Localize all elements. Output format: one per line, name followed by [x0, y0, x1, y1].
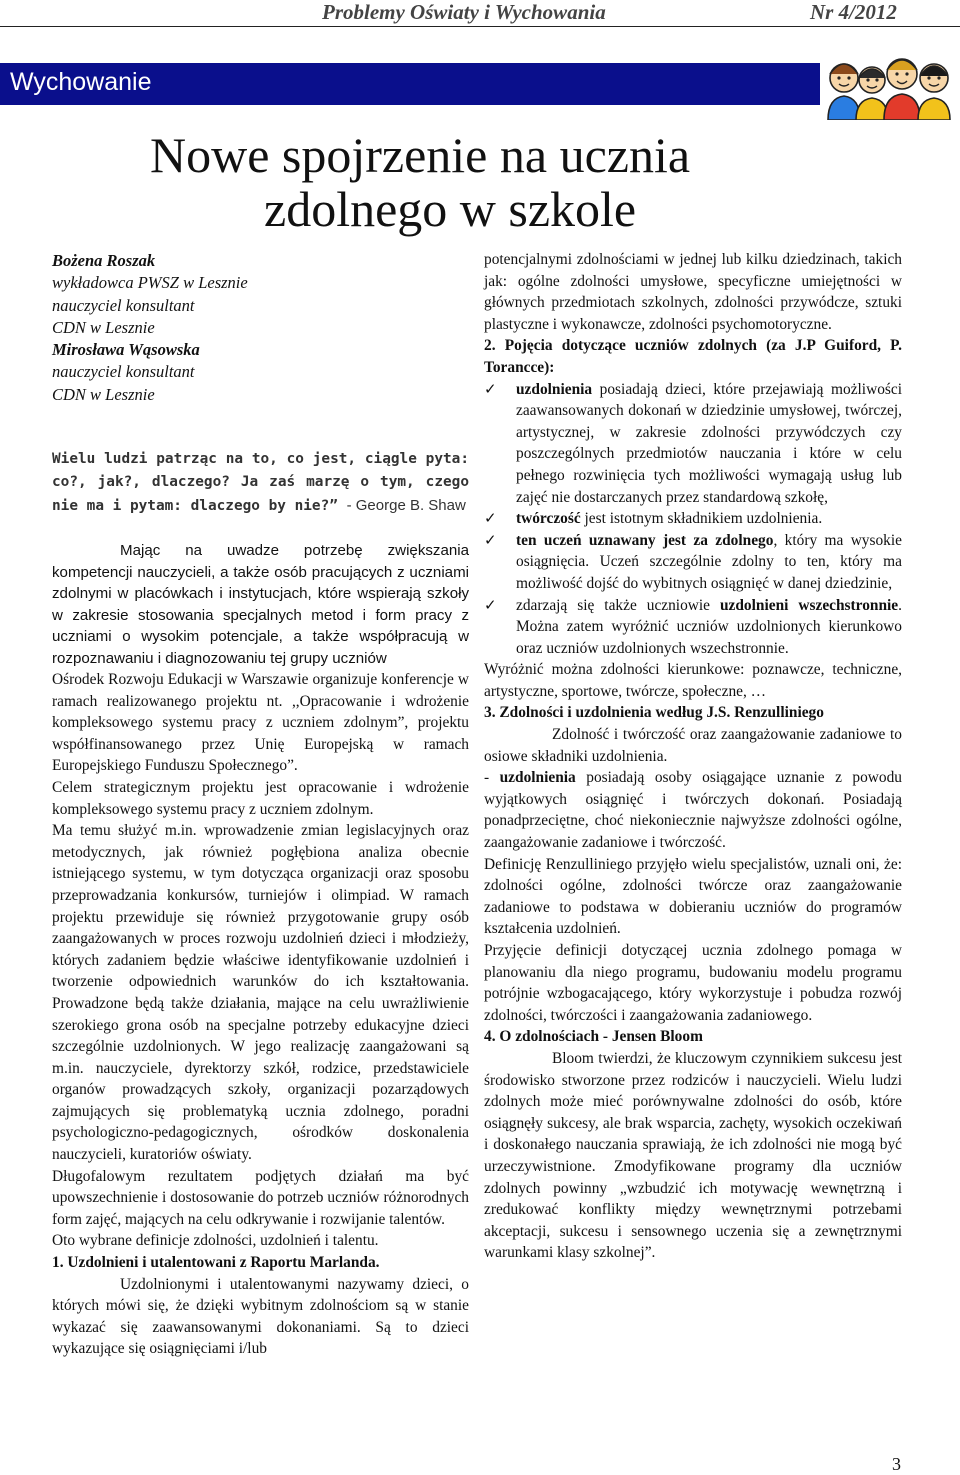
check-item: [484, 595, 902, 660]
check-icon: ✓: [484, 509, 497, 528]
check-item: [484, 379, 902, 509]
group-of-children-icon: [820, 40, 960, 120]
section-heading: 4. O zdolnościach - Jensen Bloom: [484, 1028, 703, 1046]
article-title-line1: Nowe spojrzenie na ucznia: [150, 127, 691, 183]
paragraph: Zdolność i twórczość oraz zaangażowanie zadaniowe to osiowe składniki uzdolnienia.: [484, 726, 902, 765]
authors: [52, 250, 352, 406]
section-label: Wychowanie: [10, 68, 152, 96]
paragraph: Oto wybrane definicje zdolności, uzdolnień i talentu.: [52, 1232, 379, 1250]
item-text: zdarzają się także uczniowie: [516, 596, 720, 614]
item-text: posiadają dzieci, które przejawiają możliwości zaawansowanych dokonań w dziedzinie umysłowej, twórczej, artystycznej, w zakresie zdolności przywódczych czy poszczególnych przedmiotów nauczania i które w celu pełnego rozwinięcia tych możliwości wymagają usług lub zajęć nie dostarczanych przez standardową szkołę,: [516, 380, 902, 506]
author-role: CDN w Lesznie: [52, 384, 155, 404]
paragraph: Bloom twierdzi, że kluczowym czynnikiem sukcesu jest środowisko stworzone przez rodziców i nauczycieli. Wielu ludzi zdolnych może mieć porównywalne zdolności do osób, które osiągnęły sukcesy, ale brak wsparcia, zachęty, wysokich oczekiwań i doskonałego nauczania sprawiają, że ich zdolności nie mogą być urzeczywistnione. Zmodyfikowane programy dla uczniów zdolnych powinny „wzbudzić ich motywację wewnętrzną i zredukować konflikty między wewnętrznymi potrzebami akceptacji, sukcesu i sensownego uczenia się a zewnętrznymi warunkami klasy szkolnej”.: [484, 1049, 902, 1262]
paragraph: Celem strategicznym projektu jest opracowanie i wdrożenie kompleksowego systemu pracy z uczniem zdolnym.: [52, 778, 469, 818]
item-text: jest istotnym składnikiem uzdolnienia.: [580, 510, 823, 528]
item-text: . Można zatem wyróżnić uczniów uzdolnionych kierunkowo oraz uczniów uzdolnionych wszechstronnie.: [516, 596, 902, 657]
term: ten uczeń uznawany jest za zdolnego: [516, 531, 774, 549]
author-name: Mirosława Wąsowska: [52, 340, 200, 360]
check-item: [484, 508, 902, 530]
left-column: [52, 669, 469, 1360]
paragraph: potencjalnymi zdolnościami w jednej lub kilku dziedzinach, takich jak: ogólne zdolności umysłowe, specyficzne umiejętności w głównych przedmiotach szkolnych, zdolności przywódcze, sztuki plastyczne i wykonawcze, zdolności psychomotoryczne.: [484, 251, 902, 333]
paragraph: Uzdolnionymi i utalentowanymi nazywamy dzieci, o których mówi się, że dzięki wybitnym zdolnościom są w stanie wykazać się zaawansowanymi dokonaniami. Są to dzieci wykazujące się osiągnięciami i/lub: [52, 1275, 469, 1358]
left-column-intro: [52, 540, 469, 670]
check-icon: ✓: [484, 530, 497, 549]
issue-number: Nr 4/2012: [810, 0, 897, 24]
section-bar: [0, 63, 960, 105]
check-icon: ✓: [484, 379, 497, 398]
section-heading: 1. Uzdolnieni i utalentowani z Raportu Marlanda.: [52, 1254, 380, 1272]
paragraph: Ma temu służyć m.in. wprowadzenie zmian legislacyjnych oraz metodycznych, jak również pogłębiona analiza obecnie istniejącego systemu, w tym dotycząca organizacji oraz sposobu przeprowadzania konkursów, turniejów i olimpiad. W ramach projektu przewiduje się również przygotowanie grupy osób zaangażowanych w proces rozwoju uzdolnień dzieci i młodzieży, których zadaniem będzie właściwe identyfikowanie uzdolnień i tworzenie odpowiednich warunków do ich kształtowania. Prowadzone będą także działania, mające na celu uwrażliwienie szerokiego grona osób na specjalne potrzeby edukacyjne dzieci szczególnie uzdolnionych. W jego realizację zaangażowani są m.in. nauczyciele, dyrektorzy szkół, rodzice, przedstawiciele organów prowadzących szkoły, organizacji pozarządowych zajmujących się problematyką ucznia zdolnego, poradni psychologiczno-pedagogicznych, ośrodków doskonalenia nauczycieli, kuratoriów oświaty.: [52, 822, 469, 1164]
paragraph: Długofalowym rezultatem podjętych działań ma być upowszechnienie i dostosowanie do potrzeb uczniów różnorodnych form zajęć, mających na celu odkrywanie i rozwijanie talentów.: [52, 1167, 469, 1228]
paragraph: Przyjęcie definicji dotyczącej ucznia zdolnego pomaga w planowaniu dla niego programu, budowaniu modelu programu potrójnie wzbogacającego, który wykorzystuje i pobudza rozwój zdolności, twórczości i zaangażowania zadaniowego.: [484, 942, 902, 1024]
check-item: [484, 530, 902, 595]
article-title-line2: zdolnego w szkole: [264, 181, 637, 237]
epigraph-attribution: - George B. Shaw: [346, 497, 466, 514]
check-icon: ✓: [484, 595, 497, 614]
author-role: wykładowca PWSZ w Lesznie: [52, 273, 248, 293]
journal-title: Problemy Oświaty i Wychowania: [322, 0, 606, 24]
paragraph: Ośrodek Rozwoju Edukacji w Warszawie organizuje konferencje w ramach realizowanego projektu nt. ,,Opracowanie i wdrożenie kompleksowego systemu pracy z uczniem zdolnym”, projektu współfinansowanego przez Unię Europejską w ramach Europejskiego Funduszu Społecznego”.: [52, 671, 469, 775]
term: uzdolnienia: [516, 380, 593, 398]
paragraph: Mając na uwadze potrzebę zwiększania kompetencji nauczycieli, a także osób pracujących z uczniami zdolnymi w placówkach i instytucjach, które wspierają szkoły w zakresie stosowania specjalnych metod i form pracy z uczniami o wysokim potencjale, a także współpracują w rozpoznawaniu i diagnozowaniu tej grupy uczniów: [52, 542, 469, 667]
item-text: , który ma wysokie osiągnięcia. Uczeń szczególnie zdolny to ten, który ma możliwość dojść do wybitnych osiągnięć w danej dziedzinie,: [516, 531, 902, 592]
section-heading: 3. Zdolności i uzdolnienia według J.S. Renzulliniego: [484, 704, 824, 722]
author-role: nauczyciel konsultant: [52, 362, 195, 382]
paragraph: Definicję Renzulliniego przyjęło wielu specjalistów, uznali oni, że: zdolności ogólne, zdolności twórcze oraz zaangażowanie zadaniowe to podstawa w dobieraniu uczniów do programów kształcenia uzdolnień.: [484, 855, 902, 938]
page-number: 3: [892, 1454, 901, 1474]
right-column: [484, 249, 902, 1264]
term: uzdolnienia: [499, 769, 576, 787]
term: uzdolnieni wszechstronnie: [719, 596, 899, 614]
epigraph-text: Wielu ludzi patrząc na to, co jest, ciągle pyta: co?, jak?, dlaczego? Ja zaś marzę o tym, czego nie ma i pytam: dlaczego by nie?”: [52, 451, 469, 514]
epigraph: [52, 448, 469, 518]
header-rule: [0, 26, 960, 27]
author-role: nauczyciel konsultant: [52, 295, 195, 315]
item-text: posiadają osoby osiągające uznanie z powodu wyjątkowych osiągnięć i twórczych dokonań. Posiadają ponadprzeciętne, choć niekoniecznie najwyższe zdolności ogólne, zaangażowanie zadaniowe i twórczość.: [484, 769, 902, 852]
section-heading: 2. Pojęcia dotyczące uczniów zdolnych (za J.P Guiford, P. Torancce):: [484, 337, 902, 376]
paragraph: Wyróżnić można zdolności kierunkowe: poznawcze, techniczne, artystyczne, sportowe, twórcze, społeczne, …: [484, 661, 902, 700]
term: twórczość: [516, 510, 581, 528]
author-name: Bożena Roszak: [52, 251, 156, 270]
paragraph: - uzdolnienia posiadają osoby osiągające uznanie z powodu wyjątkowych osiągnięć i twórczych dokonań. Posiadają ponadprzeciętne, choć niekoniecznie najwyższe zdolności ogólne, zaangażowanie zadaniowe i twórczość.: [484, 769, 902, 852]
author-role: CDN w Lesznie: [52, 317, 155, 337]
